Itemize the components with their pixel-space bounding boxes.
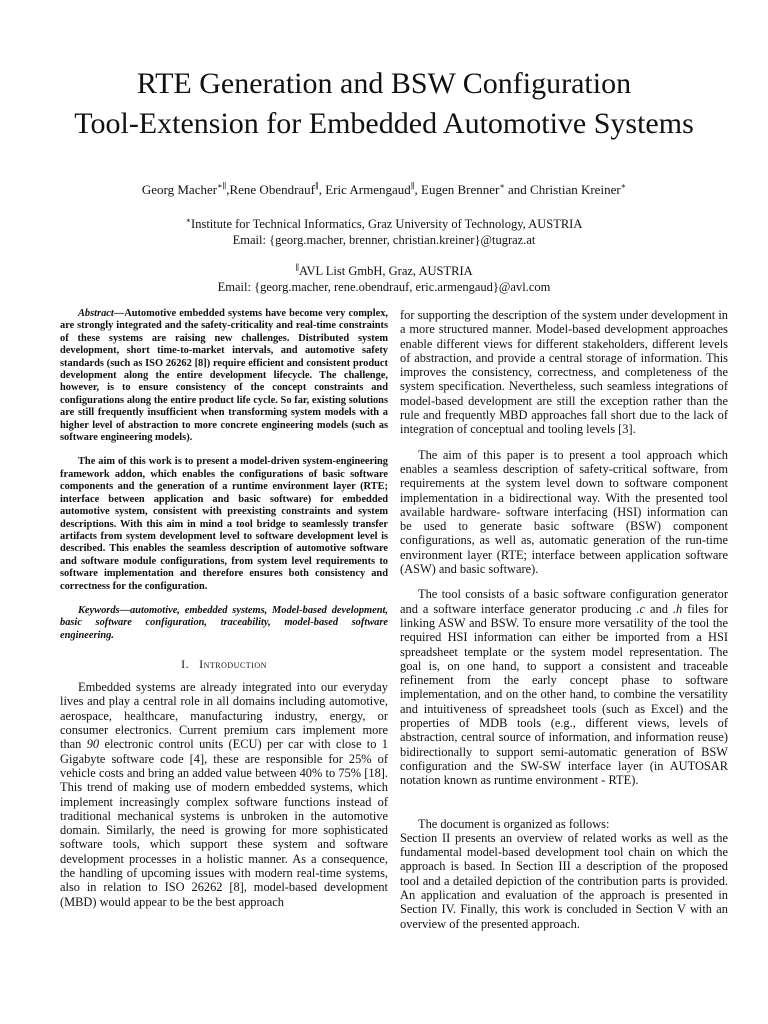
section-number: I. [181, 657, 190, 672]
author-mark: ∥ [315, 181, 319, 191]
affiliation-mark: ∥ [295, 262, 300, 272]
author-name: ,Rene Obendrauf [226, 182, 316, 197]
affiliation-tugraz [40, 216, 728, 248]
author-name: Georg Macher [141, 182, 218, 197]
affiliation-email: Email: {georg.macher, rene.obendrauf, eric.armengaud}@avl.com [217, 280, 551, 294]
title-line-1: RTE Generation and BSW Configuration [136, 67, 632, 100]
affiliation-avl [40, 263, 728, 295]
author-name: and Christian Kreiner [504, 182, 621, 197]
body-paragraph: Section II presents an overview of related works as well as the fundamental model-based development tool chain on which the approach is based. In Section III a description of the proposed tool and a detailed depiction of the contribution parts is provided. An application and evaluation of the approach is presented in Section IV. Finally, this work is concluded in Section V with an overview of the presented approach. [400, 830, 728, 931]
author-mark: ∥ [410, 181, 415, 191]
author-name: , Eugen Brenner [414, 182, 500, 197]
paragraph-spacer [400, 799, 728, 817]
author-list [40, 181, 728, 198]
author-mark: ∗ [620, 181, 627, 191]
affiliation-mark: ∗ [185, 215, 192, 225]
abstract-paragraph-2: The aim of this work is to present a model-driven system-engineering framework addon, which enables the configurations of basic software components and the generation of a runtime environment layer (RTE; interface between application and basic software) for embedded automotive system, consistent with preexisting constraints and system descriptions. With this aim in mind a tool bridge to seamlessly transfer artifacts from system development level to software development level is described. This enables the seamless description of automotive software and software module configurations, from system level requirements to software implementation and therefore ensures both consistency and correctness for the configuration. [60, 456, 388, 592]
right-column [400, 308, 728, 942]
affiliation-email: Email: {georg.macher, brenner, christian.kreiner}@tugraz.at [232, 233, 536, 247]
author-mark: ∗∥ [217, 181, 227, 191]
section-title: Introduction [199, 657, 267, 672]
affiliation-institute: ∥AVL List GmbH, Graz, AUSTRIA [295, 262, 473, 278]
keywords-paragraph: Keywords—automotive, embedded systems, Model-based development, basic software configuration, traceability, model-based software engineering. [60, 604, 388, 641]
author-name: , Eric Armengaud [318, 182, 411, 197]
abstract-paragraph: Abstract—Automotive embedded systems have become very complex, are strongly integrated and the safety-criticality and real-time constraints of these systems are raising new challenges. Distributed system development, short time-to-market intervals, and automotive safety standards (such as ISO 26262 [8]) require efficient and consistent product development along the entire development lifecycle. The challenge, however, is to ensure consistency of the concept constraints and configurations along the entire product life cycle. So far, existing solutions are still frequently insufficient when transforming system models with a higher level of abstraction to more concrete engineering models (such as software engineering models). [60, 308, 388, 444]
section-heading [60, 656, 388, 672]
left-column [60, 308, 388, 920]
affiliation-institute: ∗Institute for Technical Informatics, Graz University of Technology, AUSTRIA [185, 215, 583, 231]
title-line-2: Tool-Extension for Embedded Automotive Systems [74, 107, 694, 140]
paper-title [40, 64, 728, 144]
body-paragraph: The tool consists of a basic software configuration generator and a software interface generator producing .c and .h files for linking ASW and BSW. To ensure more versatility of the tool the required HSI information can either be imported from a HSI spreadsheet template or the system model representation. The goal is, on one hand, to support a consistent and traceable refinement from the early concept phase to software implementation, and on the other hand, to combine the versatility and intuitiveness of spreadsheet tools (such as Excel) and the properties of MDB tools (e.g., different views, levels of abstraction, central source of information, and information reuse) bidirectionally to support semi-automatic generation of BSW configuration and the SW-SW interface layer (in AUTOSAR notation known as runtime environment - RTE). [400, 587, 728, 788]
body-paragraph: The aim of this paper is to present a tool approach which enables a seamless description of safety-critical software, from requirements at the system level down to software component implementation in a bidirectional way. With the presented tool available hardware- software interfacing (HSI) information can be used to generate basic software (BSW) component configurations, as well as, automatic generation of the run-time environment layer (RTE; interface between application software (ASW) and basic software). [400, 447, 728, 577]
body-paragraph: The document is organized as follows: [418, 816, 610, 831]
keywords-lead: Keywords [78, 604, 120, 616]
intro-paragraph: Embedded systems are already integrated into our everyday lives and play a central role in all domains including automotive, aerospace, healthcare, manufacturing industry, energy, or consumer electronics. Current premium cars implement more than 90 electronic control units (ECU) per car with close to 1 Gigabyte software code [4], these are responsible for 25% of vehicle costs and bring an added value between 40% to 75% [18]. This trend of making use of modern embedded systems, which implement increasingly complex software functions instead of traditional mechanical systems is unbroken in the automotive domain. Similarly, the need is growing for more sophisticated software tools, which support these system and software development processes in a holistic manner. As a consequence, the handling of upcoming issues with modern real-time systems, also in relation to ISO 26262 [8], model-based development (MBD) would appear to be the best approach [60, 680, 388, 909]
author-mark: ∗ [499, 181, 505, 191]
abstract-lead: Abstract [78, 308, 114, 319]
body-paragraph: for supporting the description of the system under development in a more structured manner. Model-based development approaches enable different views for different stakeholders, different levels of abstraction, and provide a central storage of information. This improves the consistency, correctness, and completeness of the system specification. Nevertheless, such seamless integrations of model-based development are still the exception rather than the rule and frequently MBD approaches fall short due to the lack of integration of conceptual and tooling levels [3]. [400, 308, 728, 437]
